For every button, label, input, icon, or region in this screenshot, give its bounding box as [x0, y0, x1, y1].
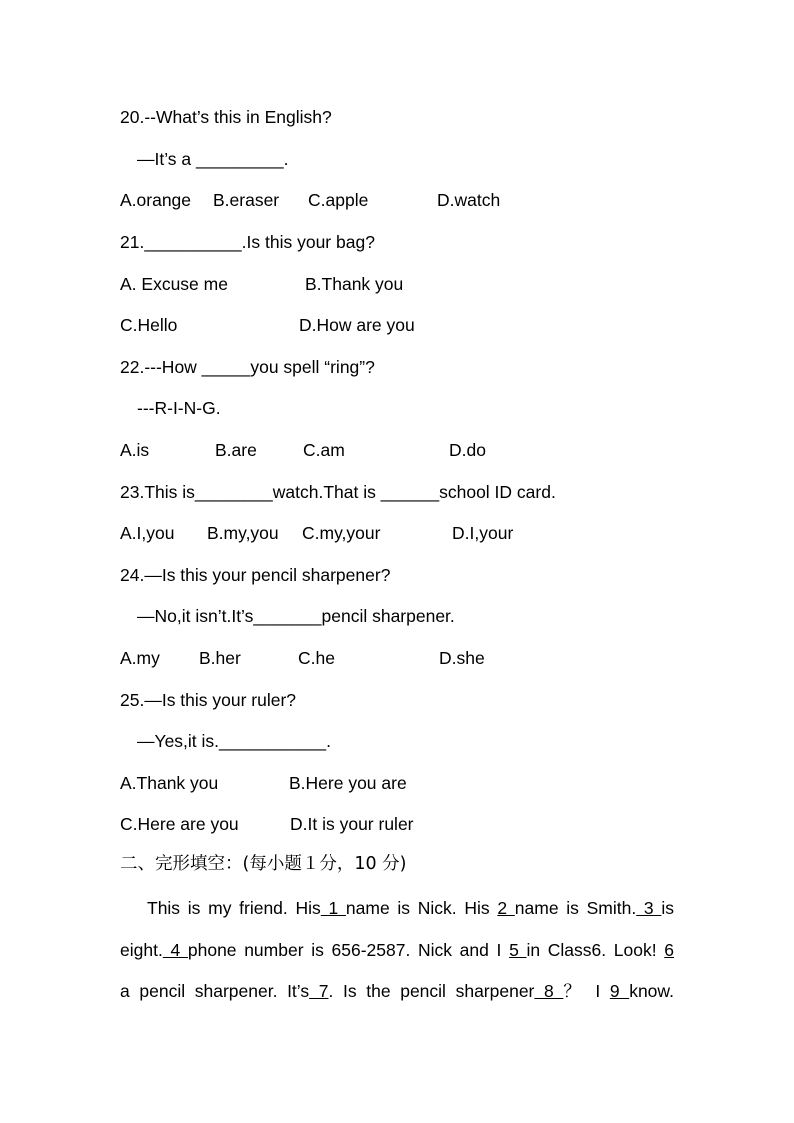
option-c: C.Here are you — [120, 814, 239, 834]
question-24-answer-line: —No,it isn’t.It’s_______pencil sharpener. — [137, 606, 455, 626]
question-23-stem — [120, 481, 556, 503]
option-b: B.my,you — [207, 523, 279, 543]
question-24-stem — [120, 564, 390, 586]
question-21-stem — [120, 231, 375, 253]
option-a: A.my — [120, 648, 160, 668]
passage-text: . Is the pencil sharpener — [328, 981, 535, 1001]
passage-text: ？ I — [563, 981, 610, 1001]
option-d: D.she — [439, 648, 485, 668]
blank-2: 2 — [497, 898, 515, 918]
passage-text: eight. — [120, 940, 163, 960]
blank-4: 4 — [162, 940, 188, 960]
option-c: C.Hello — [120, 315, 178, 335]
passage-text: This is my friend. His — [147, 898, 321, 918]
blank-3: 3 — [636, 898, 662, 918]
passage-text: in Class6. Look! — [526, 940, 665, 960]
option-a: A.Thank you — [120, 773, 219, 793]
passage-text: name is Smith. — [514, 898, 637, 918]
question-number: 23. — [120, 482, 145, 502]
question-22-stem — [120, 356, 375, 378]
blank-9: 9 — [609, 981, 630, 1001]
passage-text: a pencil sharpener. It’s — [120, 981, 310, 1001]
option-d: D.watch — [437, 190, 501, 210]
option-b: B.eraser — [213, 190, 280, 210]
option-d: D.It is your ruler — [290, 814, 414, 834]
passage-text: is — [661, 898, 674, 918]
option-a: A.orange — [120, 190, 192, 210]
question-22-answer-line: ---R-I-N-G. — [137, 398, 221, 418]
option-d: D.do — [449, 440, 486, 460]
question-text: ---How _____you spell “ring”? — [144, 357, 375, 377]
cloze-line-3 — [120, 980, 674, 1002]
option-b: B.her — [199, 648, 241, 668]
passage-text: phone number is 656-2587. Nick and I — [187, 940, 510, 960]
question-number: 25. — [120, 690, 145, 710]
cloze-line-2 — [120, 939, 674, 961]
question-text: __________.Is this your bag? — [144, 232, 375, 252]
blank-7: 7 — [309, 981, 329, 1001]
question-20-answer-line: —It’s a _________. — [137, 149, 289, 169]
question-25-answer-line: —Yes,it is.___________. — [137, 731, 331, 751]
blank-8: 8 — [534, 981, 564, 1001]
option-c: C.he — [298, 648, 335, 668]
question-number: 24. — [120, 565, 145, 585]
option-b: B.Thank you — [305, 274, 404, 294]
question-text: —Is this your pencil sharpener? — [144, 565, 391, 585]
option-c: C.am — [303, 440, 345, 460]
question-20-stem — [120, 106, 332, 128]
cloze-line-1 — [120, 897, 674, 919]
option-c: C.apple — [308, 190, 369, 210]
passage-text: know. — [629, 981, 674, 1001]
blank-5: 5 — [509, 940, 527, 960]
blank-6: 6 — [664, 940, 674, 960]
option-a: A. Excuse me — [120, 274, 228, 294]
option-c: C.my,your — [302, 523, 381, 543]
option-a: A.I,you — [120, 523, 175, 543]
question-text: --What’s this in English? — [144, 107, 332, 127]
blank-1: 1 — [320, 898, 346, 918]
option-d: D.How are you — [299, 315, 415, 335]
question-text: This is________watch.That is ______school ID card. — [144, 482, 556, 502]
question-number: 22. — [120, 357, 145, 377]
option-b: B.are — [215, 440, 257, 460]
option-a: A.is — [120, 440, 150, 460]
question-text: —Is this your ruler? — [144, 690, 297, 710]
question-25-stem — [120, 689, 296, 711]
section-heading: 二、完形填空：(每小题１分，10 分) — [120, 854, 407, 874]
question-number: 20. — [120, 107, 145, 127]
question-number: 21. — [120, 232, 145, 252]
passage-text: name is Nick. His — [345, 898, 498, 918]
option-b: B.Here you are — [289, 773, 407, 793]
option-d: D.I,your — [452, 523, 514, 543]
